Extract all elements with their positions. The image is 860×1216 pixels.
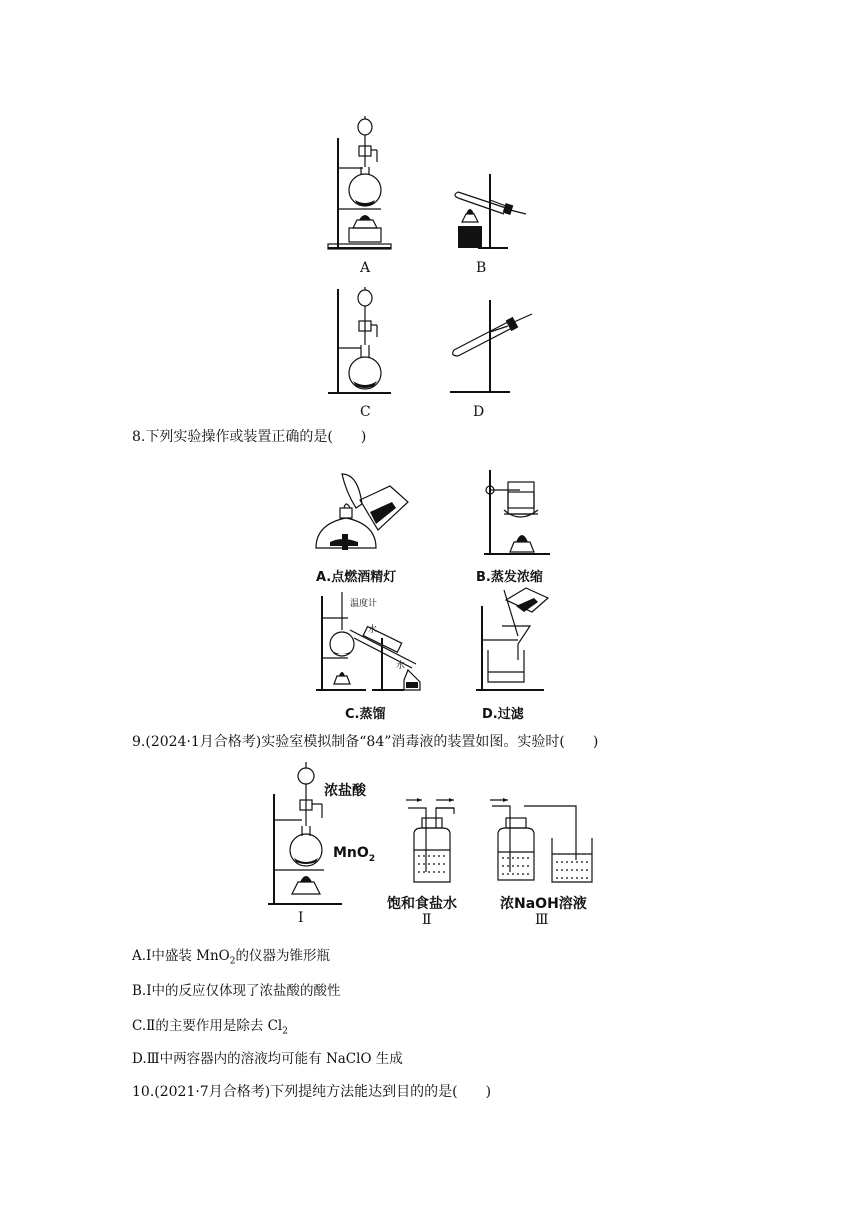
water-in-label: 水	[368, 625, 378, 635]
caption-b-evaporation: B.蒸发浓缩	[476, 570, 543, 585]
filtration-figure	[474, 586, 564, 694]
thermometer-label: 温度计	[350, 599, 378, 609]
lighting-lamp-figure	[310, 460, 420, 560]
caption-d-filtration: D.过滤	[482, 707, 524, 722]
caption-c-distillation: C.蒸馏	[345, 707, 386, 722]
question-9-option-a[interactable]	[132, 947, 330, 971]
option-a-text-pre: A.Ⅰ中盛装 MnO	[132, 948, 230, 964]
figure-label-b: B	[476, 260, 487, 276]
roman-label-1: Ⅰ	[298, 910, 304, 926]
evaporation-figure	[480, 466, 560, 558]
apparatus-c-figure	[325, 285, 395, 397]
question-8-stem: 8.下列实验操作或装置正确的是( )	[132, 429, 367, 445]
label-mno2-sub: 2	[368, 853, 376, 864]
question-9-option-d[interactable]: D.Ⅲ中两容器内的溶液均可能有 NaClO 生成	[132, 1051, 403, 1067]
option-a-text-post: 的仪器为锥形瓶	[235, 948, 330, 964]
figure-label-c: C	[360, 404, 371, 420]
wash-bottle-figure	[404, 796, 464, 886]
label-conc-naoh: 浓NaOH溶液	[500, 896, 587, 912]
question-10-stem: 10.(2021·7月合格考)下列提纯方法能达到目的的是( )	[132, 1084, 492, 1100]
option-c-text: C.Ⅱ的主要作用是除去 Cl	[132, 1018, 283, 1034]
roman-label-3: Ⅲ	[535, 912, 549, 928]
label-conc-hcl: 浓盐酸	[324, 783, 366, 799]
roman-label-2: Ⅱ	[422, 912, 432, 928]
caption-a-lighting: A.点燃酒精灯	[316, 570, 397, 585]
label-saturated-brine: 饱和食盐水	[387, 896, 457, 912]
question-9-option-b[interactable]: B.Ⅰ中的反应仅体现了浓盐酸的酸性	[132, 983, 341, 999]
question-9-stem: 9.(2024·1月合格考)实验室模拟制备“84”消毒液的装置如图。实验时( )	[132, 734, 599, 750]
option-c-sub: 2	[282, 1026, 288, 1037]
figure-label-d: D	[473, 404, 485, 420]
label-mno2	[333, 845, 375, 864]
water-out-label: 水	[396, 661, 406, 671]
apparatus-b-figure	[448, 172, 530, 252]
option-a-sub: 2	[229, 956, 236, 967]
figure-label-a: A	[360, 260, 371, 276]
question-9-option-c[interactable]	[132, 1017, 288, 1041]
label-mno2-text: MnO	[333, 845, 369, 861]
naoh-absorber-figure	[488, 796, 598, 888]
apparatus-a-figure	[325, 112, 395, 254]
apparatus-d-figure	[448, 298, 538, 398]
